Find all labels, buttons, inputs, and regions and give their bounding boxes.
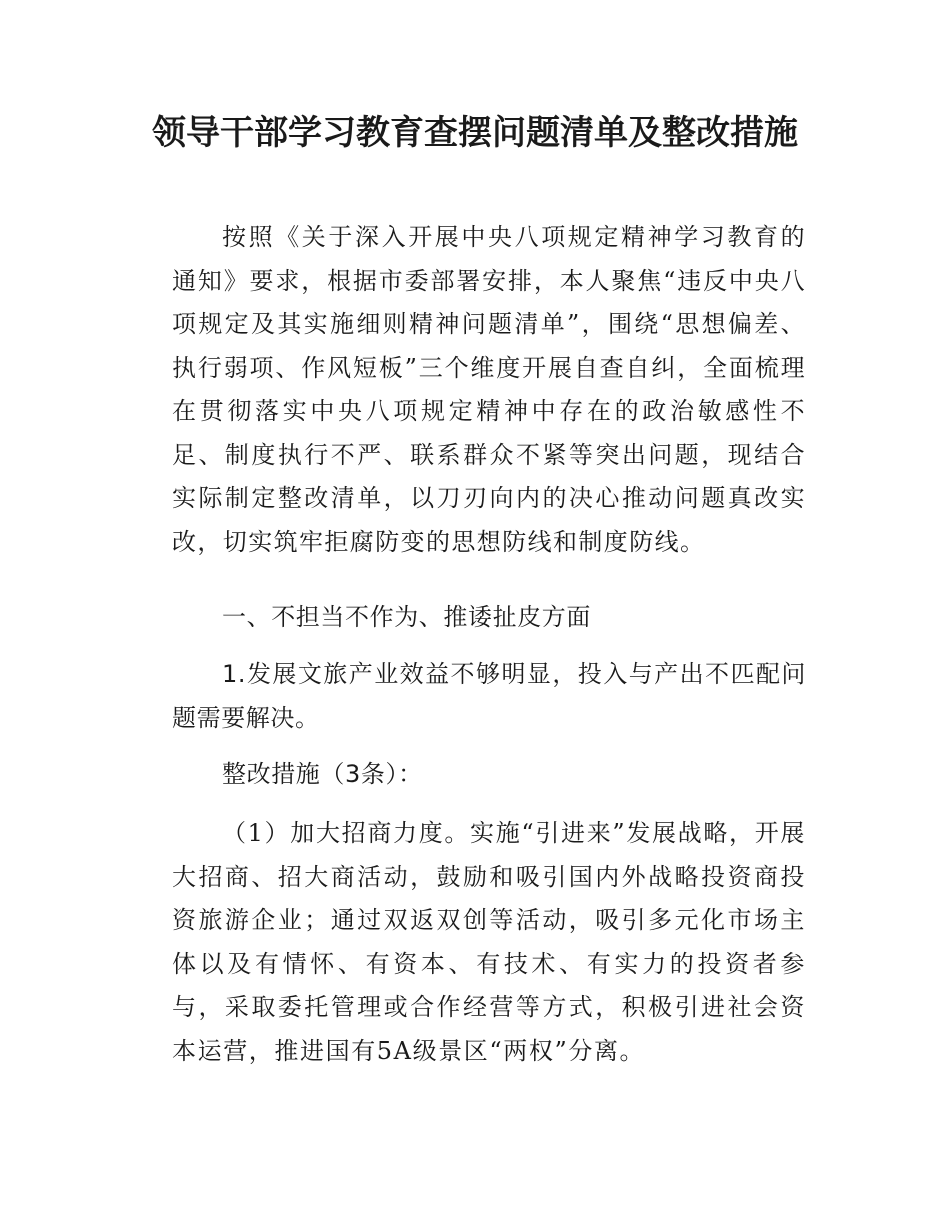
document-title: 领导干部学习教育查摆问题清单及整改措施 <box>152 113 798 153</box>
problem-item: 1.发展文旅产业效益不够明显，投入与产出不匹配问题需要解决。 <box>172 660 806 732</box>
measures-heading: 整改措施（3条）： <box>222 760 423 788</box>
section-heading: 一、不担当不作为、推诿扯皮方面 <box>222 603 591 631</box>
intro-paragraph: 按照《关于深入开展中央八项规定精神学习教育的通知》要求，根据市委部署安排，本人聚焦“违反中央八项规定及其实施细则精神问题清单”，围绕“思想偏差、执行弱项、作风短板”三个维度开展自查自纠，全面梳理在贯彻落实中央八项规定精神中存在的政治敏感性不足、制度执行不严、联系群众不紧等突出问题，现结合实际制定整改清单，以刀刃向内的决心推动问题真改实改，切实筑牢拒腐防变的思想防线和制度防线。 <box>172 223 806 556</box>
measure-paragraph: （1）加大招商力度。实施“引进来”发展战略，开展大招商、招大商活动，鼓励和吸引国内外战略投资商投资旅游企业；通过双返双创等活动，吸引多元化市场主体以及有情怀、有资本、有技术、有实力的投资者参与，采取委托管理或合作经营等方式，积极引进社会资本运营，推进国有5A级景区“两权”分离。 <box>172 819 806 1065</box>
